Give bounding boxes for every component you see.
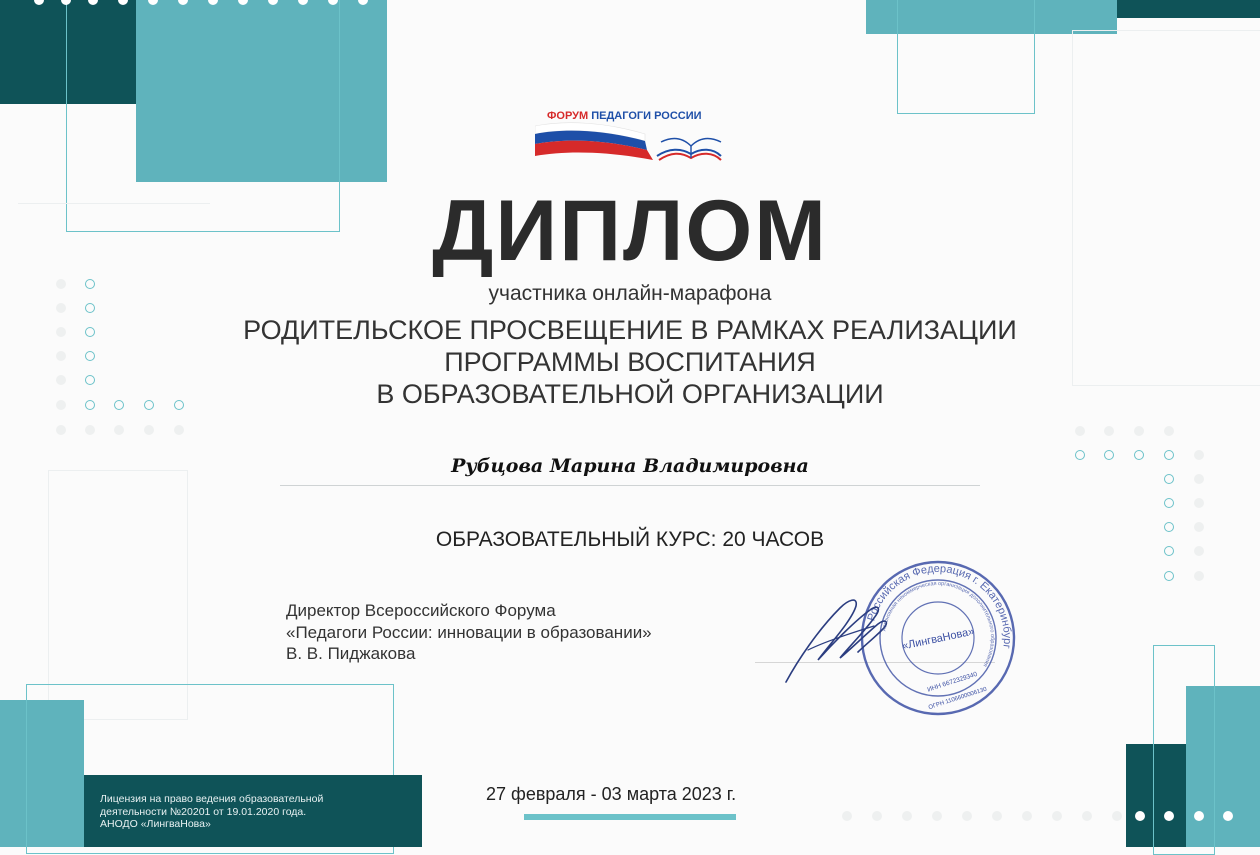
diploma-title: ДИПЛОМ [432, 183, 828, 279]
license-box [84, 775, 422, 847]
deco-dot [85, 351, 95, 361]
director-block [286, 600, 652, 665]
signature-icon [778, 590, 898, 690]
deco-dot [56, 327, 66, 337]
deco-dot [1104, 426, 1114, 436]
deco-dot [1164, 811, 1174, 821]
deco-dot [114, 400, 124, 410]
deco-dot [114, 425, 124, 435]
stamp-center: «ЛингваНова» [901, 625, 976, 653]
deco-dot [932, 811, 942, 821]
license-line: АНОДО «ЛингваНова» [100, 818, 211, 831]
deco-dot [1223, 811, 1233, 821]
deco-dot [1075, 426, 1085, 436]
deco-dot [1052, 811, 1062, 821]
event-dates: 27 февраля - 03 марта 2023 г. [486, 784, 737, 804]
stamp-inn: ИНН 6672329340 [926, 670, 979, 694]
deco-dot [842, 811, 852, 821]
deco-dot [902, 811, 912, 821]
deco-frame-top-right [897, 0, 1035, 114]
deco-dot [56, 400, 66, 410]
deco-dot [1082, 811, 1092, 821]
dates-underline-bar [524, 814, 736, 820]
deco-dot [56, 425, 66, 435]
event-title-line: В ОБРАЗОВАТЕЛЬНОЙ ОРГАНИЗАЦИИ [376, 378, 884, 409]
course-hours: ОБРАЗОВАТЕЛЬНЫЙ КУРС: 20 ЧАСОВ [435, 528, 825, 551]
deco-dot [85, 327, 95, 337]
logo-word-forum: ФОРУМ [547, 110, 589, 122]
svg-text:Автономная некоммерческая орга [881, 581, 995, 668]
deco-dot [1194, 571, 1204, 581]
deco-dot [56, 375, 66, 385]
logo-word-pedagogi: ПЕДАГОГИ РОССИИ [591, 110, 702, 122]
stamp-ring-text: Российская Федерация г. Екатеринбург [865, 562, 1014, 650]
deco-dot [992, 811, 1002, 821]
deco-dot [1164, 426, 1174, 436]
deco-dot [144, 425, 154, 435]
deco-frame-bottom-right [1153, 645, 1215, 855]
deco-dot [1022, 811, 1032, 821]
deco-dot [1112, 811, 1122, 821]
stamp-ogrn: ОГРН 1106600006130 [927, 686, 988, 712]
director-forum: «Педагоги России: инновации в образовании» [286, 622, 652, 642]
director-name: В. В. Пиджакова [286, 644, 416, 664]
deco-dot [1164, 571, 1174, 581]
deco-dot [1194, 498, 1204, 508]
event-title-line: РОДИТЕЛЬСКОЕ ПРОСВЕЩЕНИЕ В РАМКАХ РЕАЛИЗАЦИИ [243, 315, 1017, 345]
director-title: Директор Всероссийского Форума [286, 601, 556, 620]
deco-dot [85, 400, 95, 410]
event-title-line: ПРОГРАММЫ ВОСПИТАНИЯ [444, 346, 816, 377]
deco-dot [85, 425, 95, 435]
deco-faint-frame-left [48, 470, 188, 720]
event-title [130, 315, 1130, 411]
deco-dot [962, 811, 972, 821]
diploma-subtitle: участника онлайн-марафона [488, 282, 772, 305]
license-text [100, 793, 323, 831]
deco-dot [56, 351, 66, 361]
deco-dot [1164, 498, 1174, 508]
license-line: Лицензия на право ведения образовательной [100, 793, 324, 805]
deco-dot [85, 375, 95, 385]
forum-logo [535, 108, 725, 164]
deco-dot [1134, 426, 1144, 436]
recipient-name: Рубцова Марина Владимировна [451, 455, 809, 477]
stamp-inner-ring-text: Автономная некоммерческая организация дополнительного образования [881, 580, 996, 668]
deco-block-top-right-dark [1117, 0, 1260, 18]
license-line: деятельности №20201 от 19.01.2020 года. [100, 805, 307, 818]
recipient-underline [280, 485, 980, 486]
deco-dot [1135, 811, 1145, 821]
deco-dot [872, 811, 882, 821]
deco-dot [174, 425, 184, 435]
flag-book-icon [535, 108, 725, 164]
deco-dot [1194, 811, 1204, 821]
